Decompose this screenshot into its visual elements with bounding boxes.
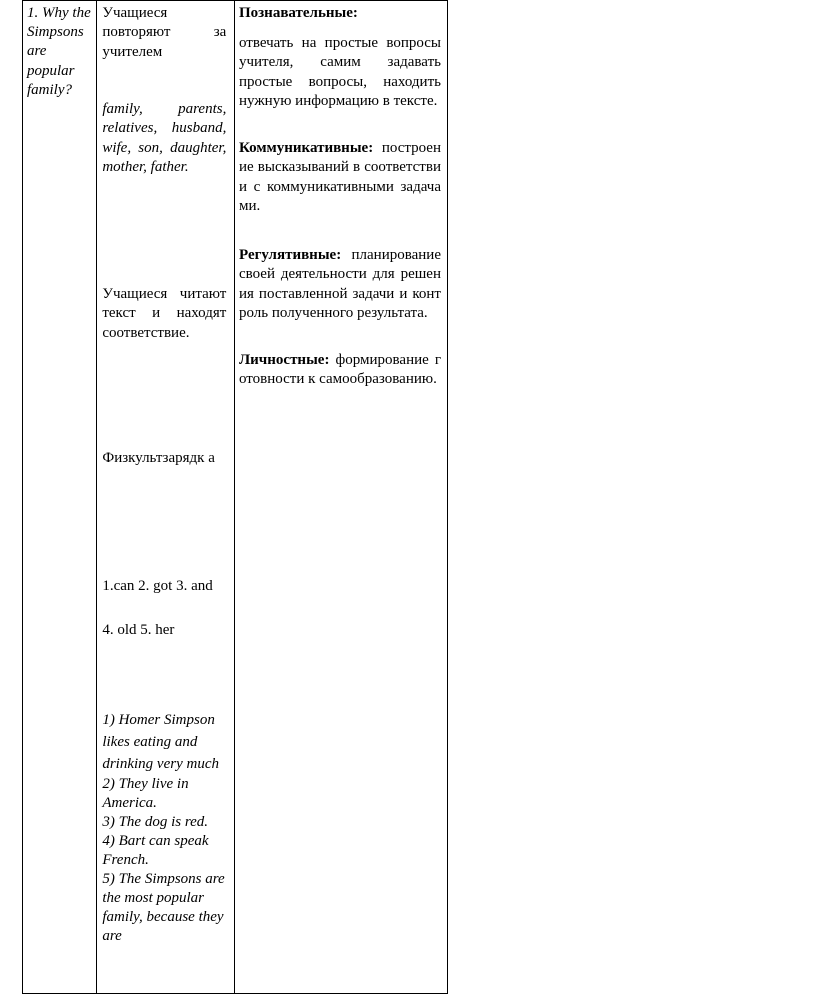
list-item: 3) The dog is red.	[102, 814, 209, 830]
personal-label: Личностные:	[238, 352, 330, 368]
regulatory-label: Регулятивные:	[238, 247, 342, 263]
stage-cell	[23, 1, 97, 994]
skills-cell	[234, 1, 447, 994]
read-text-task: Учащиеся читают текст и находят соответствие.	[102, 286, 227, 341]
repeat-after-teacher: Учащиеся повторяют за учителем	[102, 5, 227, 60]
cognitive-text: отвечать на простые вопросы учителя, самим задавать простые вопросы, находить нужную информацию в тексте.	[238, 35, 441, 109]
vocabulary-list: family, parents, relatives, husband, wife, son, daughter, mother, father.	[102, 101, 227, 175]
cognitive-label: Познавательные:	[238, 5, 358, 21]
communicative-block	[239, 139, 441, 216]
stage-title: 1. Why the Simpsons are popular family?	[27, 5, 91, 98]
activity-cell	[97, 1, 235, 994]
personal-text: формирование готовности к самообразованию.	[238, 352, 441, 388]
answers-line-2: 4. old 5. her	[102, 622, 175, 638]
regulatory-block	[239, 246, 441, 323]
communicative-label: Коммуникативные:	[238, 140, 374, 156]
answers-line-1: 1.can 2. got 3. and	[102, 578, 213, 594]
sentences-list	[102, 709, 226, 946]
personal-block	[239, 351, 441, 390]
list-item: 2) They live in America.	[102, 776, 189, 811]
table-row	[23, 1, 448, 994]
list-item: 4) Bart can speak French.	[102, 833, 209, 868]
communicative-text: построение высказываний в соответствии с коммуникативными задачами.	[238, 140, 441, 214]
regulatory-text: планирование своей деятельности для решения поставленной задачи и контроль полученного результата.	[238, 247, 441, 321]
list-item: 5) The Simpsons are the most popular family, because they are	[102, 871, 225, 944]
exercise-break: Физкультзарядк а	[102, 450, 215, 466]
list-item: 1) Homer Simpson likes eating and drinking very much	[102, 712, 219, 772]
lesson-plan-table	[22, 0, 448, 994]
